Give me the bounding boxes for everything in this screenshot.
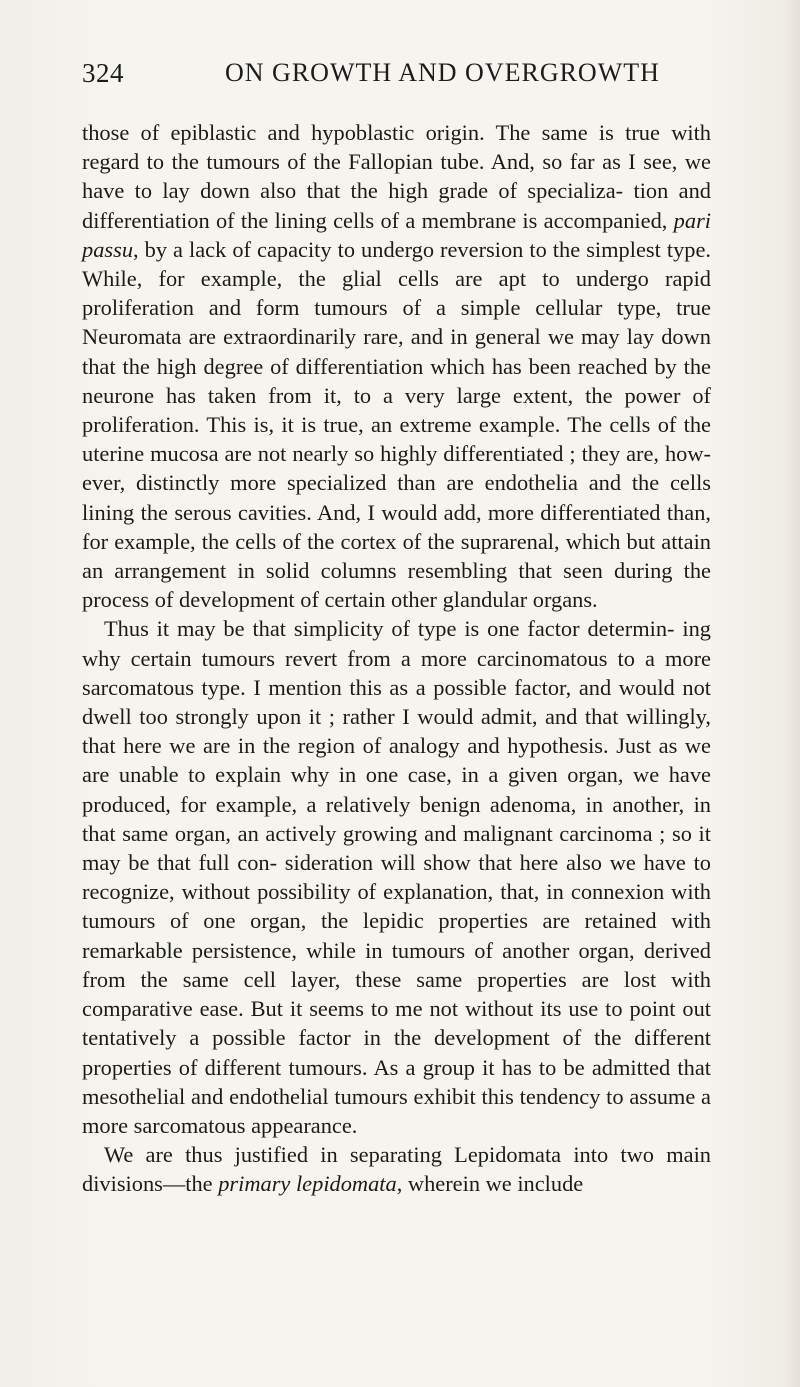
- running-head: ON GROWTH AND OVERGROWTH: [225, 58, 660, 87]
- paragraph-3-part-b: , wherein we include: [396, 1171, 584, 1197]
- page-edge-shadow: [786, 0, 800, 1387]
- page-header: [82, 58, 710, 94]
- paragraph-1-italic: pari passu: [82, 207, 711, 262]
- paragraph-1-part-a: those of epiblastic and hypoblastic origin. The same is true with regard to the tumours of the Fallopian tube. And, so far as I see, we have to lay down also that the high grade of specializa- tion and differentiation of the lining cells of a membrane is accompanied,: [82, 120, 711, 233]
- paragraph-3-italic: primary lepidomata: [218, 1171, 397, 1197]
- page-number: 324: [82, 58, 124, 88]
- paragraph-1-part-b: , by a lack of capacity to undergo reversion to the simplest type. While, for example, the glial cells are apt to undergo rapid proliferation and form tumours of a simple cellular type, true Neuromata are extraordinarily rare, and in general we may lay down that the high degree of differentiation which has been reached by the neurone has taken from it, to a very large extent, the power of proliferation. This is, it is true, an extreme example. The cells of the uterine mucosa are not nearly so highly differentiated ; they are, how- ever, distinctly more specialized than are endothelia and the cells lining the serous cavities. And, I would add, more differentiated than, for example, the cells of the cortex of the suprarenal, which but attain an arrangement in solid columns resembling that seen during the process of development of certain other glandular organs.: [82, 236, 711, 613]
- paragraph-1: [82, 118, 711, 614]
- paragraph-3: [82, 1140, 711, 1198]
- paragraph-3-part-a: We are thus justified in separating Lepidomata into two main divisions—the: [82, 1142, 711, 1197]
- paragraph-2: Thus it may be that simplicity of type is one factor determin- ing why certain tumours revert from a more carcinomatous to a more sarcomatous type. I mention this as a possible factor, and would not dwell too strongly upon it ; rather I would admit, and that willingly, that here we are in the region of analogy and hypothesis. Just as we are unable to explain why in one case, in a given organ, we have produced, for example, a relatively benign adenoma, in another, in that same organ, an actively growing and malignant carcinoma ; so it may be that full con- sideration will show that here also we have to recognize, without possibility of explanation, that, in connexion with tumours of one organ, the lepidic properties are retained with remarkable persistence, while in tumours of another organ, derived from the same cell layer, these same properties are lost with comparative ease. But it seems to me not without its use to point out tentatively a possible factor in the development of the different properties of different tumours. As a group it has to be admitted that mesothelial and endothelial tumours exhibit this tendency to assume a more sarcomatous appearance.: [82, 616, 711, 1138]
- body-text: [82, 118, 711, 1199]
